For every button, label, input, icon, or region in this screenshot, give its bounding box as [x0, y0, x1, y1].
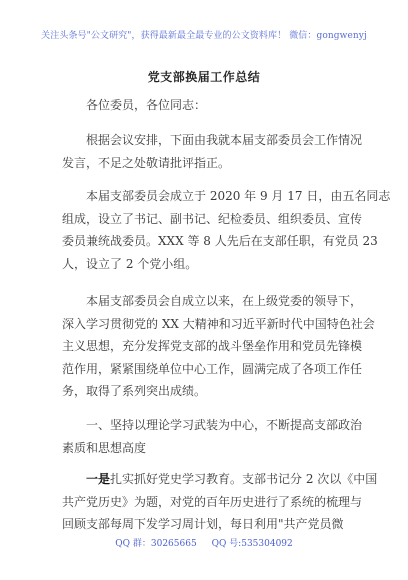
heading-line: 一、坚持以理论学习武装为中心，不断提高支部政治	[86, 418, 363, 432]
paragraph-line: 范作用，紧紧围绕单位中心工作，圆满完成了各项工作任	[62, 361, 363, 376]
paragraph-line: 本届支部委员会成立于 2020 年 9 月 17 日，由五名同志	[86, 189, 391, 203]
paragraph-line: 回顾支部每周下发学习周计划，每日利用"共产党员微	[62, 517, 344, 531]
footer-qq-number: QQ 号:535304092	[211, 539, 293, 549]
heading-line: 素质和思想高度	[62, 440, 147, 455]
paragraph-5	[62, 468, 378, 536]
paragraph-3	[62, 290, 375, 403]
footer-contact	[0, 536, 408, 549]
paragraph-2	[62, 185, 391, 275]
document-title: 党支部换届工作总结	[147, 70, 261, 84]
paragraph-line: 人，设立了 2 个党小组。	[62, 256, 198, 271]
paragraph-line: 委员兼统战委员。XXX 等 8 人先后在支部任职，有党员 23	[62, 234, 378, 248]
paragraph-line	[62, 468, 378, 491]
paragraph-line: 组成，设立了书记、副书记、纪检委员、组织委员、宣传	[62, 211, 363, 226]
bold-lead-text: 一是	[86, 472, 111, 486]
paragraph-line-text: 扎实抓好党史学习教育。支部书记分 2 次以《中国	[110, 472, 378, 486]
paragraph-line: 发言，不足之处敬请批评指正。	[62, 155, 231, 170]
paragraph-line: 务，取得了系列突出成绩。	[62, 384, 207, 398]
paragraph-line: 深入学习贯彻党的 XX 大精神和习近平新时代中国特色社会	[62, 316, 375, 331]
paragraph-line: 本届支部委员会自成立以来，在上级党委的领导下，	[86, 294, 363, 308]
footer-qq-group: QQ 群：30265665	[115, 539, 197, 549]
paragraph-line: 共产党历史》为题，对党的百年历史进行了系统的梳理与	[62, 494, 363, 509]
paragraph-line: 根据会议安排，下面由我就本届支部委员会工作情况	[86, 133, 363, 147]
paragraph-1	[62, 129, 363, 174]
header-notice: 关注头条号"公文研究"，获得最新最全最专业的公文资料库！ 微信：gongwenyj	[41, 31, 367, 41]
greeting-line: 各位委员，各位同志：	[86, 98, 207, 112]
greeting-paragraph	[62, 94, 352, 117]
paragraph-line: 主义思想，充分发挥党支部的战斗堡垒作用和党员先锋模	[62, 339, 363, 353]
section-heading-1	[62, 414, 363, 459]
